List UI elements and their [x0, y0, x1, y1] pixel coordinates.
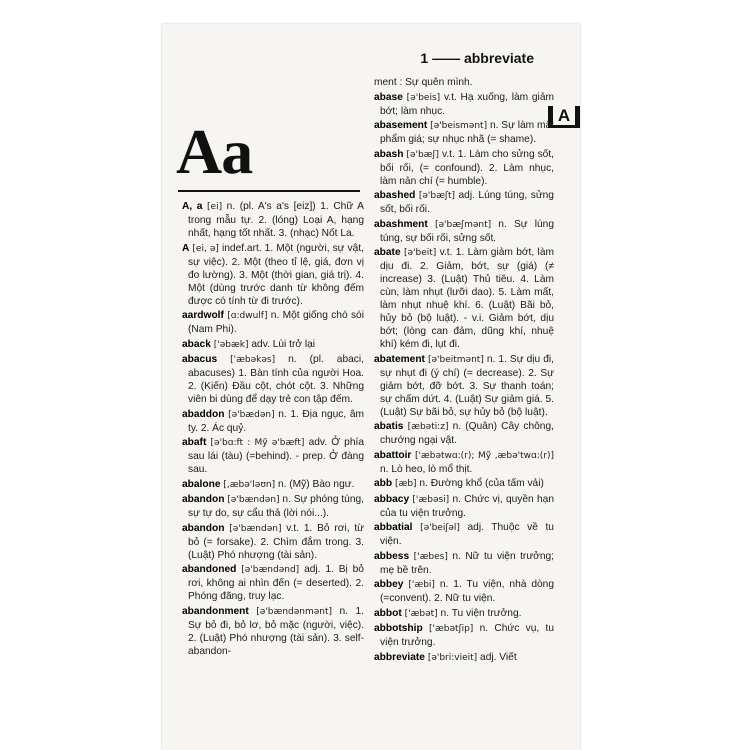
dictionary-entry	[374, 622, 554, 649]
dictionary-entry	[182, 353, 364, 406]
right-column	[374, 76, 554, 666]
entry-headword: abalone	[182, 478, 221, 490]
entry-definition: n. (pl. A's a's [eiz]) 1. Chữ A trong mẫu tự. 2. (lóng) Loại A, hạng nhất, hạng tốt nhất. 3. (nhạc) Nốt La.	[188, 201, 364, 239]
entry-pronunciation: ['æbes]	[413, 551, 448, 562]
entry-headword: abbatial	[374, 522, 413, 533]
entry-pronunciation: [ə'bændən]	[229, 523, 282, 534]
entry-pronunciation: [ə'bri:vieit]	[427, 652, 478, 663]
dictionary-entry	[374, 91, 554, 118]
entry-headword: abaddon	[182, 408, 225, 420]
entry-definition: n. 1. Sự bỏ đi, bỏ lơ, bỏ mặc (người, việc). 2. (Luật) Phó nhượng (tài sản). 3. self-abandon-	[188, 605, 364, 657]
entry-pronunciation: [,æbə'ləʊn]	[223, 479, 276, 490]
entry-headword: abandon	[182, 522, 225, 534]
dictionary-entry	[374, 651, 554, 665]
entry-headword: abashed	[374, 190, 416, 201]
dictionary-entry	[182, 493, 364, 520]
dictionary-entry	[374, 493, 554, 520]
dictionary-entry	[374, 578, 554, 605]
entry-definition: v.t. 1. Làm cho sửng sốt, bối rối, (= confound). 2. Làm nhục, làm nản chí (= humble).	[380, 148, 554, 187]
section-rule	[178, 190, 360, 192]
entry-pronunciation: [ə'bɑ:ft : Mỹ ə'bæft]	[210, 438, 305, 448]
entry-pronunciation: ['æbəsi]	[412, 494, 450, 505]
entry-definition: v.t. Hạ xuống, làm giảm bớt; làm nhục.	[380, 91, 554, 117]
entry-definition: v.t. 1. Làm giảm bớt, làm dịu đi. 2. Giảm, bớt, sự (giá) (≠ increase) 3. (Luật) Thủ tiêu. 4. Làm cùn, làm nhụt (lưỡi dao). 5. Làm mất, làm nhụt nhuệ khí. 6. (Luật) Bãi bỏ, hủy bỏ (bộ luật). - v.i. Giảm bớt, dịu bớt; (lòng can đảm, dũng khí, nhuệ khí) kém đi, lụt đi.	[380, 247, 554, 350]
entry-headword: A	[182, 242, 190, 254]
entry-definition: adj. Lúng túng, sửng sốt, bối rối.	[380, 190, 554, 215]
entry-definition: n. (Quân) Cây chông, chướng ngại vật.	[380, 421, 554, 446]
left-column	[182, 200, 364, 659]
entry-pronunciation: [ə'beismənt]	[430, 121, 488, 131]
entry-pronunciation: [ə'beitmənt]	[427, 354, 484, 365]
entry-pronunciation: [ei, ə]	[192, 243, 219, 254]
entry-definition: adj. Viết	[480, 651, 517, 663]
entry-headword: A, a	[182, 201, 203, 212]
entry-headword: abacus	[182, 354, 218, 365]
entry-definition: n. Một giống chó sói (Nam Phi).	[188, 310, 364, 335]
entry-definition: adj. Thuộc về tu viện.	[380, 522, 554, 547]
dictionary-entry	[374, 353, 554, 419]
entry-pronunciation: ['əbæk]	[213, 339, 249, 350]
entry-definition: n. (Mỹ) Bào ngư.	[277, 478, 355, 490]
dictionary-entry	[182, 309, 364, 336]
continued-text: ment : Sự quên mình.	[374, 77, 473, 88]
entry-pronunciation: [ə'beis]	[406, 92, 441, 103]
entry-headword: abb	[374, 478, 393, 489]
entry-pronunciation: [ə'bændənd]	[241, 565, 300, 575]
thumb-index-letter: A	[553, 105, 575, 125]
entry-definition: n. Chức vụ, tu viện trưởng.	[380, 623, 554, 648]
dictionary-entry	[182, 200, 364, 240]
entry-headword: abatement	[374, 353, 425, 365]
entry-definition: adv. Ở phía sau lái (tàu) (=behind). - prep. Ở đàng sau.	[188, 437, 364, 475]
entry-definition: n. Đường khổ (của tấm vải)	[419, 478, 544, 489]
entry-definition: n. 1. Địa ngục, âm ty. 2. Ác quỷ.	[188, 408, 364, 434]
entry-definition: n. (pl. abaci, abacuses) 1. Bàn tính của người Hoa. 2. (Kiến) Đầu cột, chót cột. 3. Những viên bi dùng để dạy trẻ con tập đếm.	[188, 354, 364, 405]
entry-definition: n. 1. Tu viện, nhà dòng (=convent). 2. Nữ tu viện.	[380, 579, 554, 604]
dictionary-entry	[182, 338, 364, 352]
entry-definition: adv. Lùi trở lại	[251, 338, 316, 350]
entry-headword: abatis	[374, 421, 404, 432]
dictionary-entry	[182, 436, 364, 476]
entry-headword: abbey	[374, 579, 404, 590]
entry-headword: aardwolf	[182, 310, 224, 321]
entry-pronunciation: [æb]	[394, 479, 417, 489]
dictionary-entry	[374, 218, 554, 245]
entry-pronunciation: [ɑ:dwulf]	[227, 311, 268, 321]
entry-pronunciation: [ə'bæʃmənt]	[434, 219, 492, 230]
entry-headword: abbreviate	[374, 651, 425, 663]
entry-pronunciation: ['æbətwɑ:(r); Mỹ ,æbə'twɑ:(r)]	[414, 450, 554, 461]
entry-pronunciation: ['æbətʃip]	[428, 624, 474, 634]
entry-pronunciation: [ə'bændən]	[227, 495, 280, 505]
dictionary-entry	[374, 449, 554, 476]
entry-headword: abbess	[374, 550, 410, 562]
entry-definition: n. Sự phóng túng, sự tự do, sự cẩu thả (lời nói...).	[188, 494, 364, 519]
entry-headword: abash	[374, 148, 404, 160]
section-letter: Aa	[176, 116, 253, 187]
entry-headword: abandon	[182, 494, 225, 505]
entry-headword: abaft	[182, 437, 207, 448]
dictionary-entry	[182, 563, 364, 603]
entry-definition: adj. 1. Bị bỏ rơi, không ai nhìn đến (= deserted). 2. Phóng đãng, truy lạc.	[188, 564, 364, 602]
entry-pronunciation: [ə'bædən]	[228, 409, 275, 420]
entry-headword: abandonment	[182, 605, 249, 617]
dictionary-entry	[374, 189, 554, 216]
entry-headword: abbot	[374, 607, 402, 619]
running-head: 1 —— abbreviate	[420, 50, 534, 66]
entry-headword: abashment	[374, 218, 428, 230]
entry-headword: abattoir	[374, 449, 412, 461]
entry-pronunciation: [ə'bæʃt]	[418, 191, 455, 201]
entry-headword: abbacy	[374, 493, 410, 505]
entry-headword: abasement	[374, 120, 428, 131]
entry-headword: abate	[374, 247, 401, 258]
entry-definition: n. Chức vị, quyền hạn của tu viện trưởng.	[380, 493, 554, 519]
dictionary-page	[162, 24, 580, 750]
entry-pronunciation: [ei]	[207, 202, 223, 212]
dictionary-entry	[374, 119, 554, 146]
entry-definition: indef.art. 1. Một (người, sự vật, sự việc). 2. Một (theo tỉ lệ, giá, đơn vị đo lường). 3. Một (thời gian, giá trị). 4. Một (dùng trước danh từ không đếm được có tính từ đi trước).	[188, 242, 364, 307]
dictionary-entry	[182, 605, 364, 658]
entry-pronunciation: [ə'beit]	[403, 248, 437, 258]
entry-definition: n. Tu viện trưởng.	[440, 607, 522, 619]
dictionary-entry	[374, 420, 554, 447]
dictionary-entry	[182, 242, 364, 308]
entry-pronunciation: [ə'bæʃ]	[406, 149, 440, 160]
entry-pronunciation: [ə'bændənmənt]	[256, 606, 333, 617]
dictionary-entry	[374, 148, 554, 188]
dictionary-entry	[374, 550, 554, 577]
entry-headword: aback	[182, 338, 211, 350]
entry-pronunciation: [ə'beiʃəl]	[420, 523, 460, 533]
dictionary-entry	[374, 521, 554, 548]
entry-pronunciation: ['æbət]	[404, 608, 438, 619]
dictionary-entry	[374, 607, 554, 621]
entry-definition: n. Sự lúng túng, sự bối rối, sửng sốt.	[380, 218, 554, 244]
right-column-entries	[374, 91, 554, 665]
entry-headword: abase	[374, 91, 403, 103]
entry-headword: abbotship	[374, 623, 423, 634]
entry-pronunciation: [æbətiːz]	[407, 422, 449, 432]
entry-definition: v.t. 1. Bỏ rơi, từ bỏ (= forsake). 2. Chìm đắm trong. 3. (Luật) Phó nhượng (tài sản).	[188, 522, 364, 561]
entry-pronunciation: ['æbi]	[408, 580, 435, 590]
entry-definition: n. Nữ tu viện trưởng; mẹ bề trên.	[380, 550, 554, 576]
entry-definition: n. Lò heo, lò mổ thịt.	[380, 463, 473, 475]
entry-definition: n. 1. Sự dịu đi, sự nhụt đi (ý chí) (= decrease). 2. Sự giảm bớt, đỡ bớt. 3. Sự thanh toán; sự chấm dứt. 4. (Luật) Sự giảm giá. 5. (Luật) Sự bãi bỏ, sự hủy bỏ (bộ luật).	[380, 353, 554, 418]
dictionary-entry	[182, 408, 364, 435]
dictionary-entry	[374, 477, 554, 491]
dictionary-entry	[182, 478, 364, 492]
entry-headword: abandoned	[182, 564, 237, 575]
dictionary-entry	[182, 522, 364, 562]
entry-pronunciation: ['æbəkəs]	[230, 355, 276, 365]
dictionary-entry	[374, 246, 554, 351]
entry-definition: n. Sự làm mất phẩm giá; sự nhục nhã (= shame).	[380, 120, 554, 145]
